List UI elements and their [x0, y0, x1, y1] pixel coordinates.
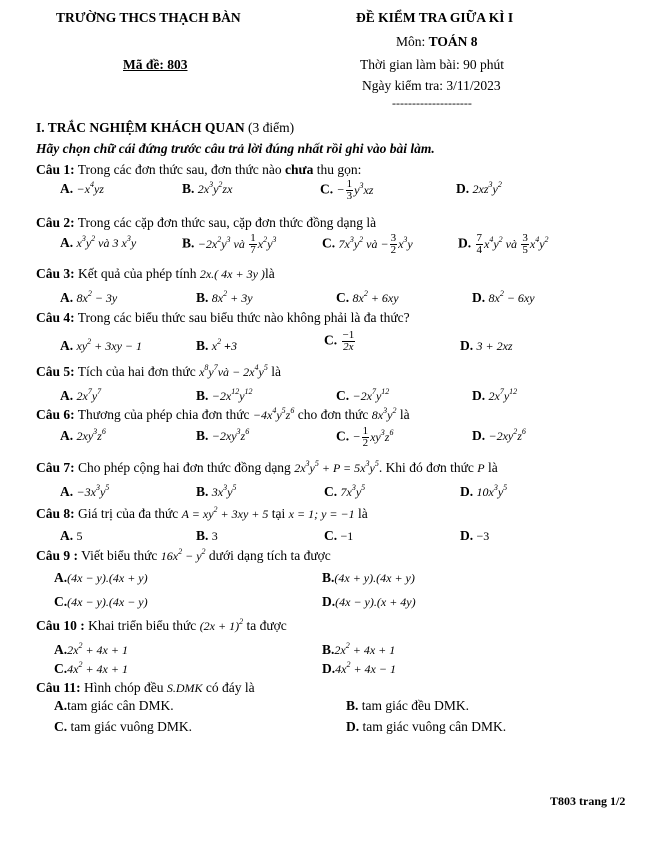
option-letter: A. [60, 428, 74, 443]
q1-option-c[interactable]: C. − $\frac{1}{3}$ $y^3xz$ [320, 178, 374, 202]
question-text: Kết quả của phép tính [78, 266, 197, 281]
option-letter: B. [182, 235, 195, 251]
question-text: là [264, 266, 275, 281]
option-letter: D. [460, 528, 474, 543]
option-letter: A. [60, 484, 74, 499]
q10-option-d[interactable]: $D.4x^2 + 4x - 1$ [322, 660, 396, 676]
question-label: Câu 1: [36, 162, 75, 177]
option-letter: C. [322, 235, 336, 251]
question-text: có đáy là [205, 680, 255, 695]
option-letter: C. [336, 388, 350, 403]
option-letter: A. [60, 181, 74, 196]
question-9: Câu 9 : Viết biểu thức $16x^2 - y^2$ dưới dạng tích ta được [36, 547, 331, 563]
question-label: Câu 3: [36, 266, 75, 281]
q6-option-c[interactable]: C. − $\frac{1}{2}$ $xy^3z^6$ [336, 425, 394, 449]
section-points: (3 điểm) [248, 120, 295, 135]
question-1 [36, 162, 361, 178]
exam-title: ĐỀ KIỂM TRA GIỮA KÌ I [356, 10, 514, 25]
q8-option-c[interactable] [324, 528, 353, 544]
q9-option-b[interactable]: B.(4x + y).(4x + y) [322, 570, 415, 585]
option-letter: D. [472, 428, 486, 443]
option-value: 5 [76, 529, 83, 543]
option-letter: B. [196, 338, 209, 353]
question-text: thu gọn: [316, 162, 362, 177]
question-2 [36, 215, 376, 231]
option-text: tam giác cân DMK. [67, 698, 174, 713]
question-text: là [399, 407, 410, 422]
question-label: Câu 8: [36, 506, 75, 521]
question-label: Câu 11: [36, 680, 81, 695]
option-letter: A. [60, 290, 74, 305]
section-title [36, 120, 294, 136]
question-text: Trong các biểu thức sau biểu thức nào không phải là đa thức? [77, 310, 410, 325]
option-letter: C. [54, 661, 68, 676]
q8-option-b[interactable] [196, 528, 218, 544]
q2-option-c[interactable]: C. $7x^3y^2$ và − $\frac{3}{2}$ $x^3y$ [322, 232, 413, 256]
question-text: là [271, 364, 281, 379]
option-letter: C. [336, 290, 350, 305]
option-letter: C. [320, 181, 334, 197]
option-letter: D. [460, 484, 474, 499]
option-letter: C. [54, 719, 68, 734]
question-text: là [357, 506, 368, 521]
option-letter: C. [324, 484, 338, 499]
q2-option-a[interactable]: A. $x^3y^2$ và 3 $x^3y$ [60, 234, 137, 250]
question-text: Tích của hai đơn thức [77, 364, 196, 379]
q3-option-c[interactable]: C. $8x^2 + 6xy$ [336, 289, 399, 305]
question-label: Câu 4: [36, 310, 75, 325]
option-letter: D. [460, 338, 474, 353]
option-letter: B. [196, 428, 209, 443]
conjunction: và [98, 236, 110, 250]
option-letter: B. [196, 484, 209, 499]
option-value: −3 [476, 529, 490, 543]
question-label: Câu 9 : [36, 548, 79, 563]
q8-option-a[interactable] [60, 528, 83, 544]
question-text: Giá trị của đa thức [78, 506, 179, 521]
option-letter: B. [346, 698, 359, 713]
q4-option-b[interactable]: B. $x^2 +3$ [196, 337, 237, 353]
q7-option-d[interactable]: D. $10x^3y^5$ [460, 483, 508, 499]
question-text: ta được [246, 618, 287, 633]
option-text: tam giác đều DMK. [361, 698, 469, 713]
option-letter: B. [196, 290, 209, 305]
q5-option-d[interactable]: D. $2x^7y^{12}$ [472, 387, 518, 403]
q5-option-c[interactable]: C. $-2x^7y^{12}$ [336, 387, 390, 403]
question-text: Thương của phép chia đơn thức [77, 407, 250, 422]
option-letter: B. [182, 181, 195, 196]
exam-time: Thời gian làm bài: 90 phút [360, 57, 504, 72]
question-6: Câu 6: Thương của phép chia đơn thức $-4x^4y^5z^6$ cho đơn thức $8x^3y^2$ là [36, 406, 410, 422]
option-letter: B. [322, 642, 335, 657]
conjunction: và [217, 365, 230, 379]
question-text: tại [271, 506, 286, 521]
question-text: Trong các đơn thức sau, đơn thức nào [77, 162, 282, 177]
option-letter: D. [456, 181, 470, 196]
question-4 [36, 310, 410, 326]
conjunction: và [366, 236, 378, 251]
option-text: tam giác vuông cân DMK. [362, 719, 507, 734]
conjunction: và [505, 236, 517, 251]
option-letter: C. [324, 332, 338, 348]
question-10: Câu 10 : Khai triển biểu thức $(2x + 1)^2$ ta được [36, 617, 287, 633]
question-text: là [487, 460, 498, 475]
q1-option-a[interactable]: A. $-x^4yz$ [60, 180, 104, 196]
q3-option-a[interactable]: A. $8x^2 - 3y$ [60, 289, 118, 305]
q7-option-c[interactable]: C. $7x^3y^5$ [324, 483, 366, 499]
option-letter: A. [54, 642, 68, 657]
q6-option-a[interactable]: A. $2xy^3z^6$ [60, 427, 106, 443]
exam-code: Mã đề: 803 [123, 57, 188, 72]
q8-option-d[interactable] [460, 528, 489, 544]
option-letter: B. [196, 528, 209, 543]
question-5: Câu 5: Tích của hai đơn thức $x^8y^7và - 2x^4y^5$ là [36, 363, 281, 379]
option-letter: C. [54, 594, 68, 609]
option-letter: A. [54, 698, 68, 713]
q6-option-b[interactable]: B. $-2xy^3z^6$ [196, 427, 250, 443]
q10-option-b[interactable]: $B.2x^2 + 4x + 1$ [322, 641, 396, 657]
option-letter: C. [336, 428, 350, 444]
option-letter: A. [60, 528, 74, 543]
question-label: Câu 2: [36, 215, 75, 230]
question-text: . Khi đó đơn thức [378, 460, 474, 475]
question-11: Câu 11: Hình chóp đều S.DMK có đáy là [36, 680, 255, 695]
option-letter: A. [60, 235, 74, 250]
option-letter: B. [322, 570, 335, 585]
subject: TOÁN 8 [428, 34, 478, 49]
q2-option-d[interactable]: D. $\frac{7}{4}$ $x^4y^2$ và $\frac{3}{5}$ $x^4y^2$ [458, 232, 549, 256]
option-value: 3 [211, 529, 218, 543]
question-text: cho đơn thức [297, 407, 369, 422]
q5-option-b[interactable]: B. $-2x^{12}y^{12}$ [196, 387, 253, 403]
section-heading: I. TRẮC NGHIỆM KHÁCH QUAN [36, 120, 245, 135]
q1-option-d[interactable]: D. $2xz^3y^2$ [456, 180, 502, 196]
option-letter: B. [196, 388, 209, 403]
option-letter: D. [458, 235, 472, 251]
option-letter: A. [60, 388, 74, 403]
question-text: Trong các cặp đơn thức sau, cặp đơn thức đồng dạng là [77, 215, 377, 230]
q4-option-a[interactable]: A. $xy^2 + 3xy - 1$ [60, 337, 143, 353]
question-8: Câu 8: Giá trị của đa thức $A = xy^2 + 3xy + 5$ tại x = 1; y = −1 là [36, 505, 368, 521]
q11-option-d[interactable] [346, 719, 506, 735]
section-instruction: Hãy chọn chữ cái đứng trước câu trả lời đúng nhất rồi ghi vào bài làm. [36, 141, 435, 156]
question-label: Câu 7: [36, 460, 75, 475]
q11-option-a[interactable] [54, 698, 174, 714]
option-text: tam giác vuông DMK. [70, 719, 192, 734]
question-7: Câu 7: Cho phép cộng hai đơn thức đồng dạng $2x^3y^5 + P = 5x^3y^5$. Khi đó đơn thức P là [36, 459, 498, 475]
q9-option-a[interactable]: A.(4x − y).(4x + y) [54, 570, 148, 585]
q7-option-b[interactable]: B. $3x^3y^5$ [196, 483, 237, 499]
q3-option-b[interactable]: B. $8x^2 + 3y$ [196, 289, 253, 305]
question-text: Cho phép cộng hai đơn thức đồng dạng [78, 460, 291, 475]
option-letter: C. [324, 528, 338, 543]
q9-option-d[interactable]: D.(4x − y).(x + 4y) [322, 594, 416, 609]
question-3: Câu 3: Kết quả của phép tính 2x.( 4x + 3y )là [36, 266, 275, 281]
option-letter: A. [54, 570, 68, 585]
option-letter: D. [322, 661, 336, 676]
option-letter: D. [472, 388, 486, 403]
q11-option-c[interactable] [54, 719, 192, 735]
q10-option-c[interactable]: $C.4x^2 + 4x + 1$ [54, 660, 128, 676]
q10-option-a[interactable]: $A.2x^2 + 4x + 1$ [54, 641, 128, 657]
q1-option-b[interactable]: B. $2x^3y^2zx$ [182, 180, 233, 196]
q4-option-c[interactable]: C. $\frac{-1}{2x}$ [324, 329, 355, 353]
q6-option-d[interactable]: D. $-2xy^2z^6$ [472, 427, 526, 443]
question-label: Câu 6: [36, 407, 75, 422]
header-dashes: -------------------- [392, 96, 472, 110]
subject-label: Môn: [396, 34, 426, 49]
q3-option-d[interactable]: D. $8x^2 - 6xy$ [472, 289, 535, 305]
variable-p: P [477, 461, 485, 475]
q4-option-d[interactable]: D. 3 + 2xz [460, 338, 513, 353]
subject-line [396, 34, 478, 50]
option-letter: D. [346, 719, 360, 734]
question-text: Khai triển biểu thức [88, 618, 197, 633]
question-text: Hình chóp đều [84, 680, 164, 695]
question-text: dưới dạng tích ta được [208, 548, 331, 563]
q5-option-a[interactable]: A. $2x^7y^7$ [60, 387, 102, 403]
exam-date: Ngày kiểm tra: 3/11/2023 [362, 78, 501, 93]
question-emphasis: chưa [285, 162, 314, 177]
option-value: −1 [340, 529, 354, 543]
q9-option-c[interactable]: C.(4x − y).(4x − y) [54, 594, 148, 609]
option-letter: D. [472, 290, 486, 305]
page-footer: T803 trang 1/2 [550, 794, 626, 808]
question-label: Câu 5: [36, 364, 75, 379]
option-letter: A. [60, 338, 74, 353]
q2-option-b[interactable]: B. $-2x^2y^3$ và $\frac{1}{7}$ $x^2y^3$ [182, 232, 277, 256]
conjunction: và [233, 236, 245, 251]
question-text: Viết biểu thức [81, 548, 158, 563]
q7-option-a[interactable]: A. $-3x^3y^5$ [60, 483, 110, 499]
question-label: Câu 10 : [36, 618, 85, 633]
school-name: TRƯỜNG THCS THẠCH BÀN [56, 10, 241, 25]
q11-option-b[interactable] [346, 698, 469, 714]
option-letter: D. [322, 594, 336, 609]
